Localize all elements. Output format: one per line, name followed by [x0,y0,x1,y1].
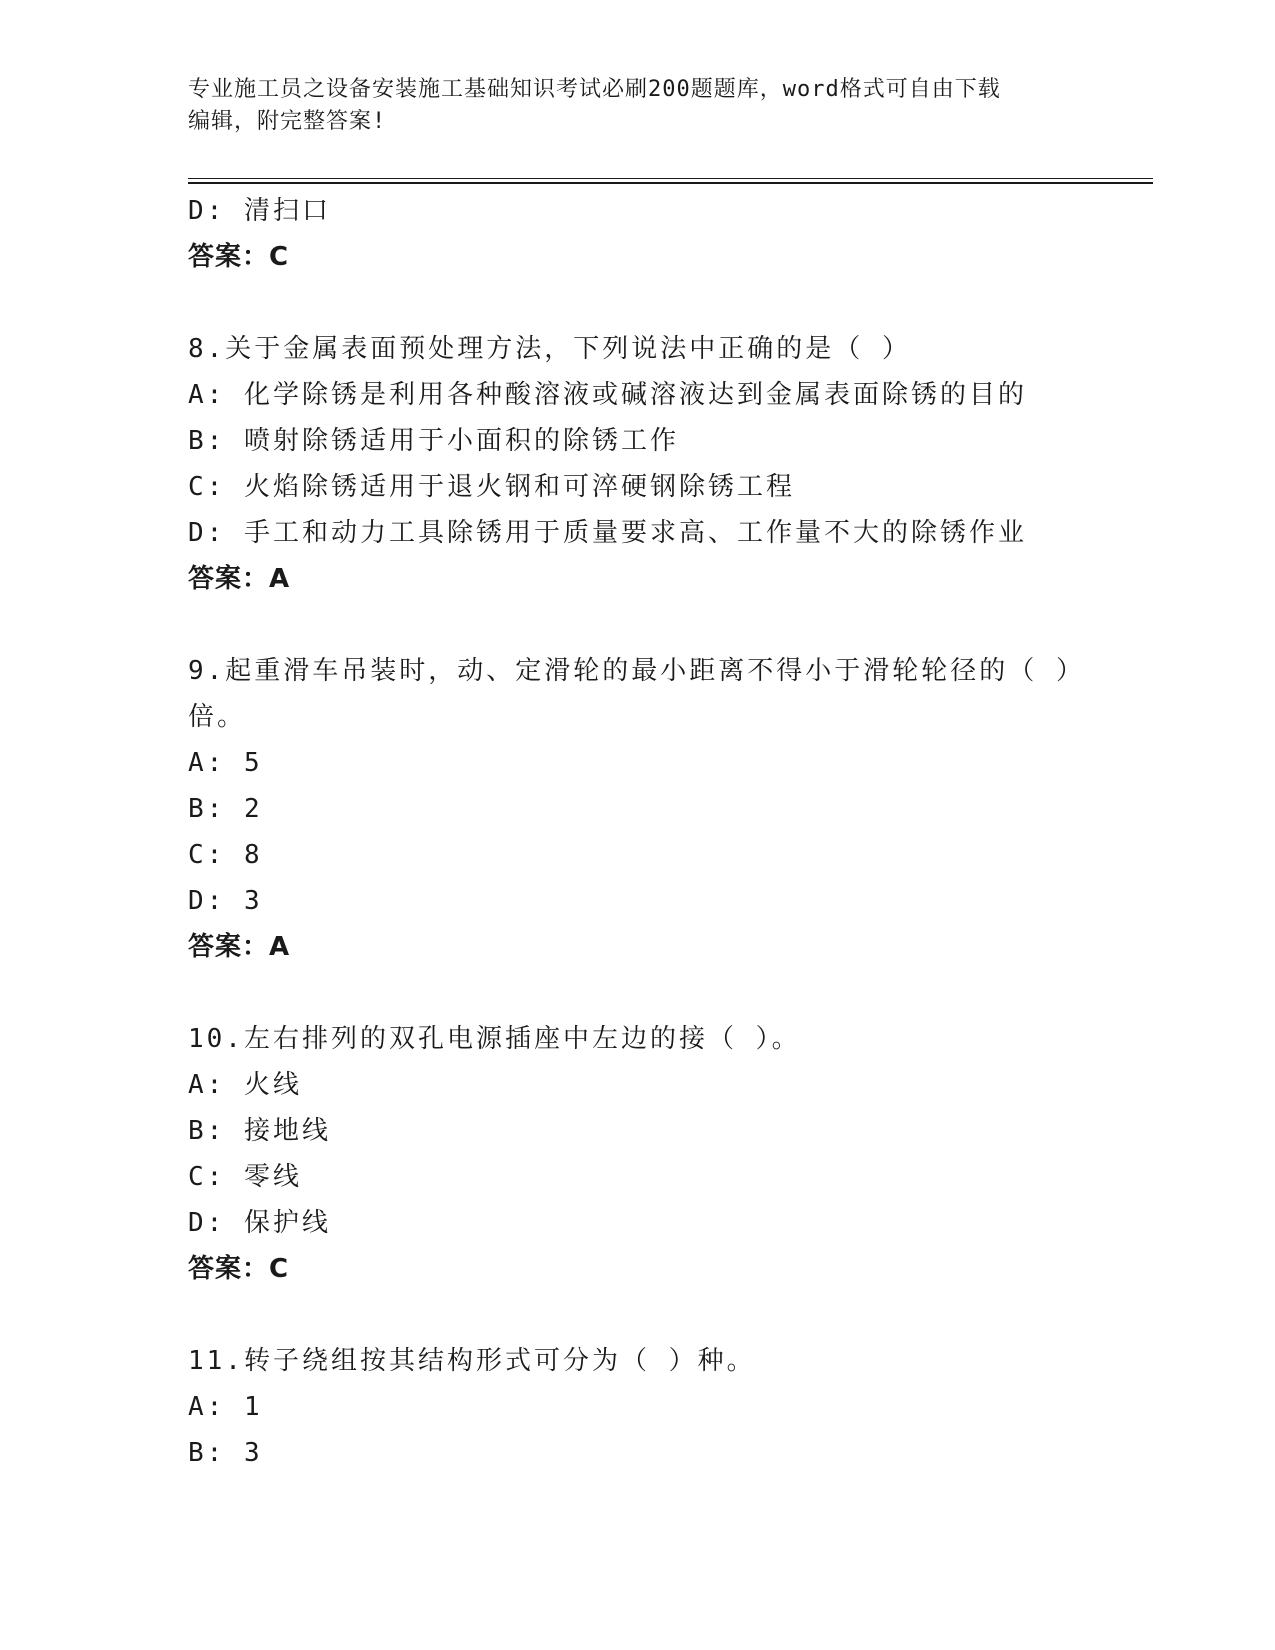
option-a: A: 火线 [188,1070,302,1100]
answer-line: 答案：A [188,932,291,962]
spacer [188,602,1088,648]
spacer [188,280,1088,326]
question-8 [188,326,1088,602]
question-stem: 11.转子绕组按其结构形式可分为（ ）种。 [188,1346,756,1376]
option-d: D: 手工和动力工具除锈用于质量要求高、工作量不大的除锈作业 [188,518,1027,548]
question-11 [188,1338,1088,1476]
answer-line: 答案：C [188,1254,290,1284]
option-d: D: 清扫口 [188,196,331,226]
question-stem: 8.关于金属表面预处理方法，下列说法中正确的是（ ） [188,334,911,364]
option-d: D: 3 [188,886,263,916]
spacer [188,1292,1088,1338]
spacer [188,970,1088,1016]
option-c: C: 火焰除锈适用于退火钢和可淬硬钢除锈工程 [188,472,795,502]
option-a: A: 1 [188,1392,263,1422]
answer-line: 答案：A [188,564,291,594]
question-stem-continuation: 倍。 [188,702,247,732]
question-list [188,188,1088,1476]
option-b: B: 3 [188,1438,263,1468]
question-10 [188,1016,1088,1292]
question-stem: 10.左右排列的双孔电源插座中左边的接（ ）。 [188,1024,801,1054]
header-divider-thin [188,178,1153,179]
option-c: C: 8 [188,840,263,870]
question-9 [188,648,1088,970]
option-b: B: 喷射除锈适用于小面积的除锈工作 [188,426,679,456]
option-a: A: 5 [188,748,263,778]
header-title-line-1: 专业施工员之设备安装施工基础知识考试必刷200题题库，word格式可自由下载 [188,77,1001,102]
option-a: A: 化学除锈是利用各种酸溶液或碱溶液达到金属表面除锈的目的 [188,380,1027,410]
option-b: B: 接地线 [188,1116,331,1146]
option-c: C: 零线 [188,1162,302,1192]
question-stem: 9.起重滑车吊装时，动、定滑轮的最小距离不得小于滑轮轮径的（ ） [188,656,1085,686]
answer-line: 答案：C [188,242,290,272]
header-divider-thick [188,182,1153,184]
option-d: D: 保护线 [188,1208,331,1238]
header-title-line-2: 编辑，附完整答案! [188,109,387,134]
document-header [188,74,1068,138]
question-7-tail [188,188,1088,280]
option-b: B: 2 [188,794,263,824]
